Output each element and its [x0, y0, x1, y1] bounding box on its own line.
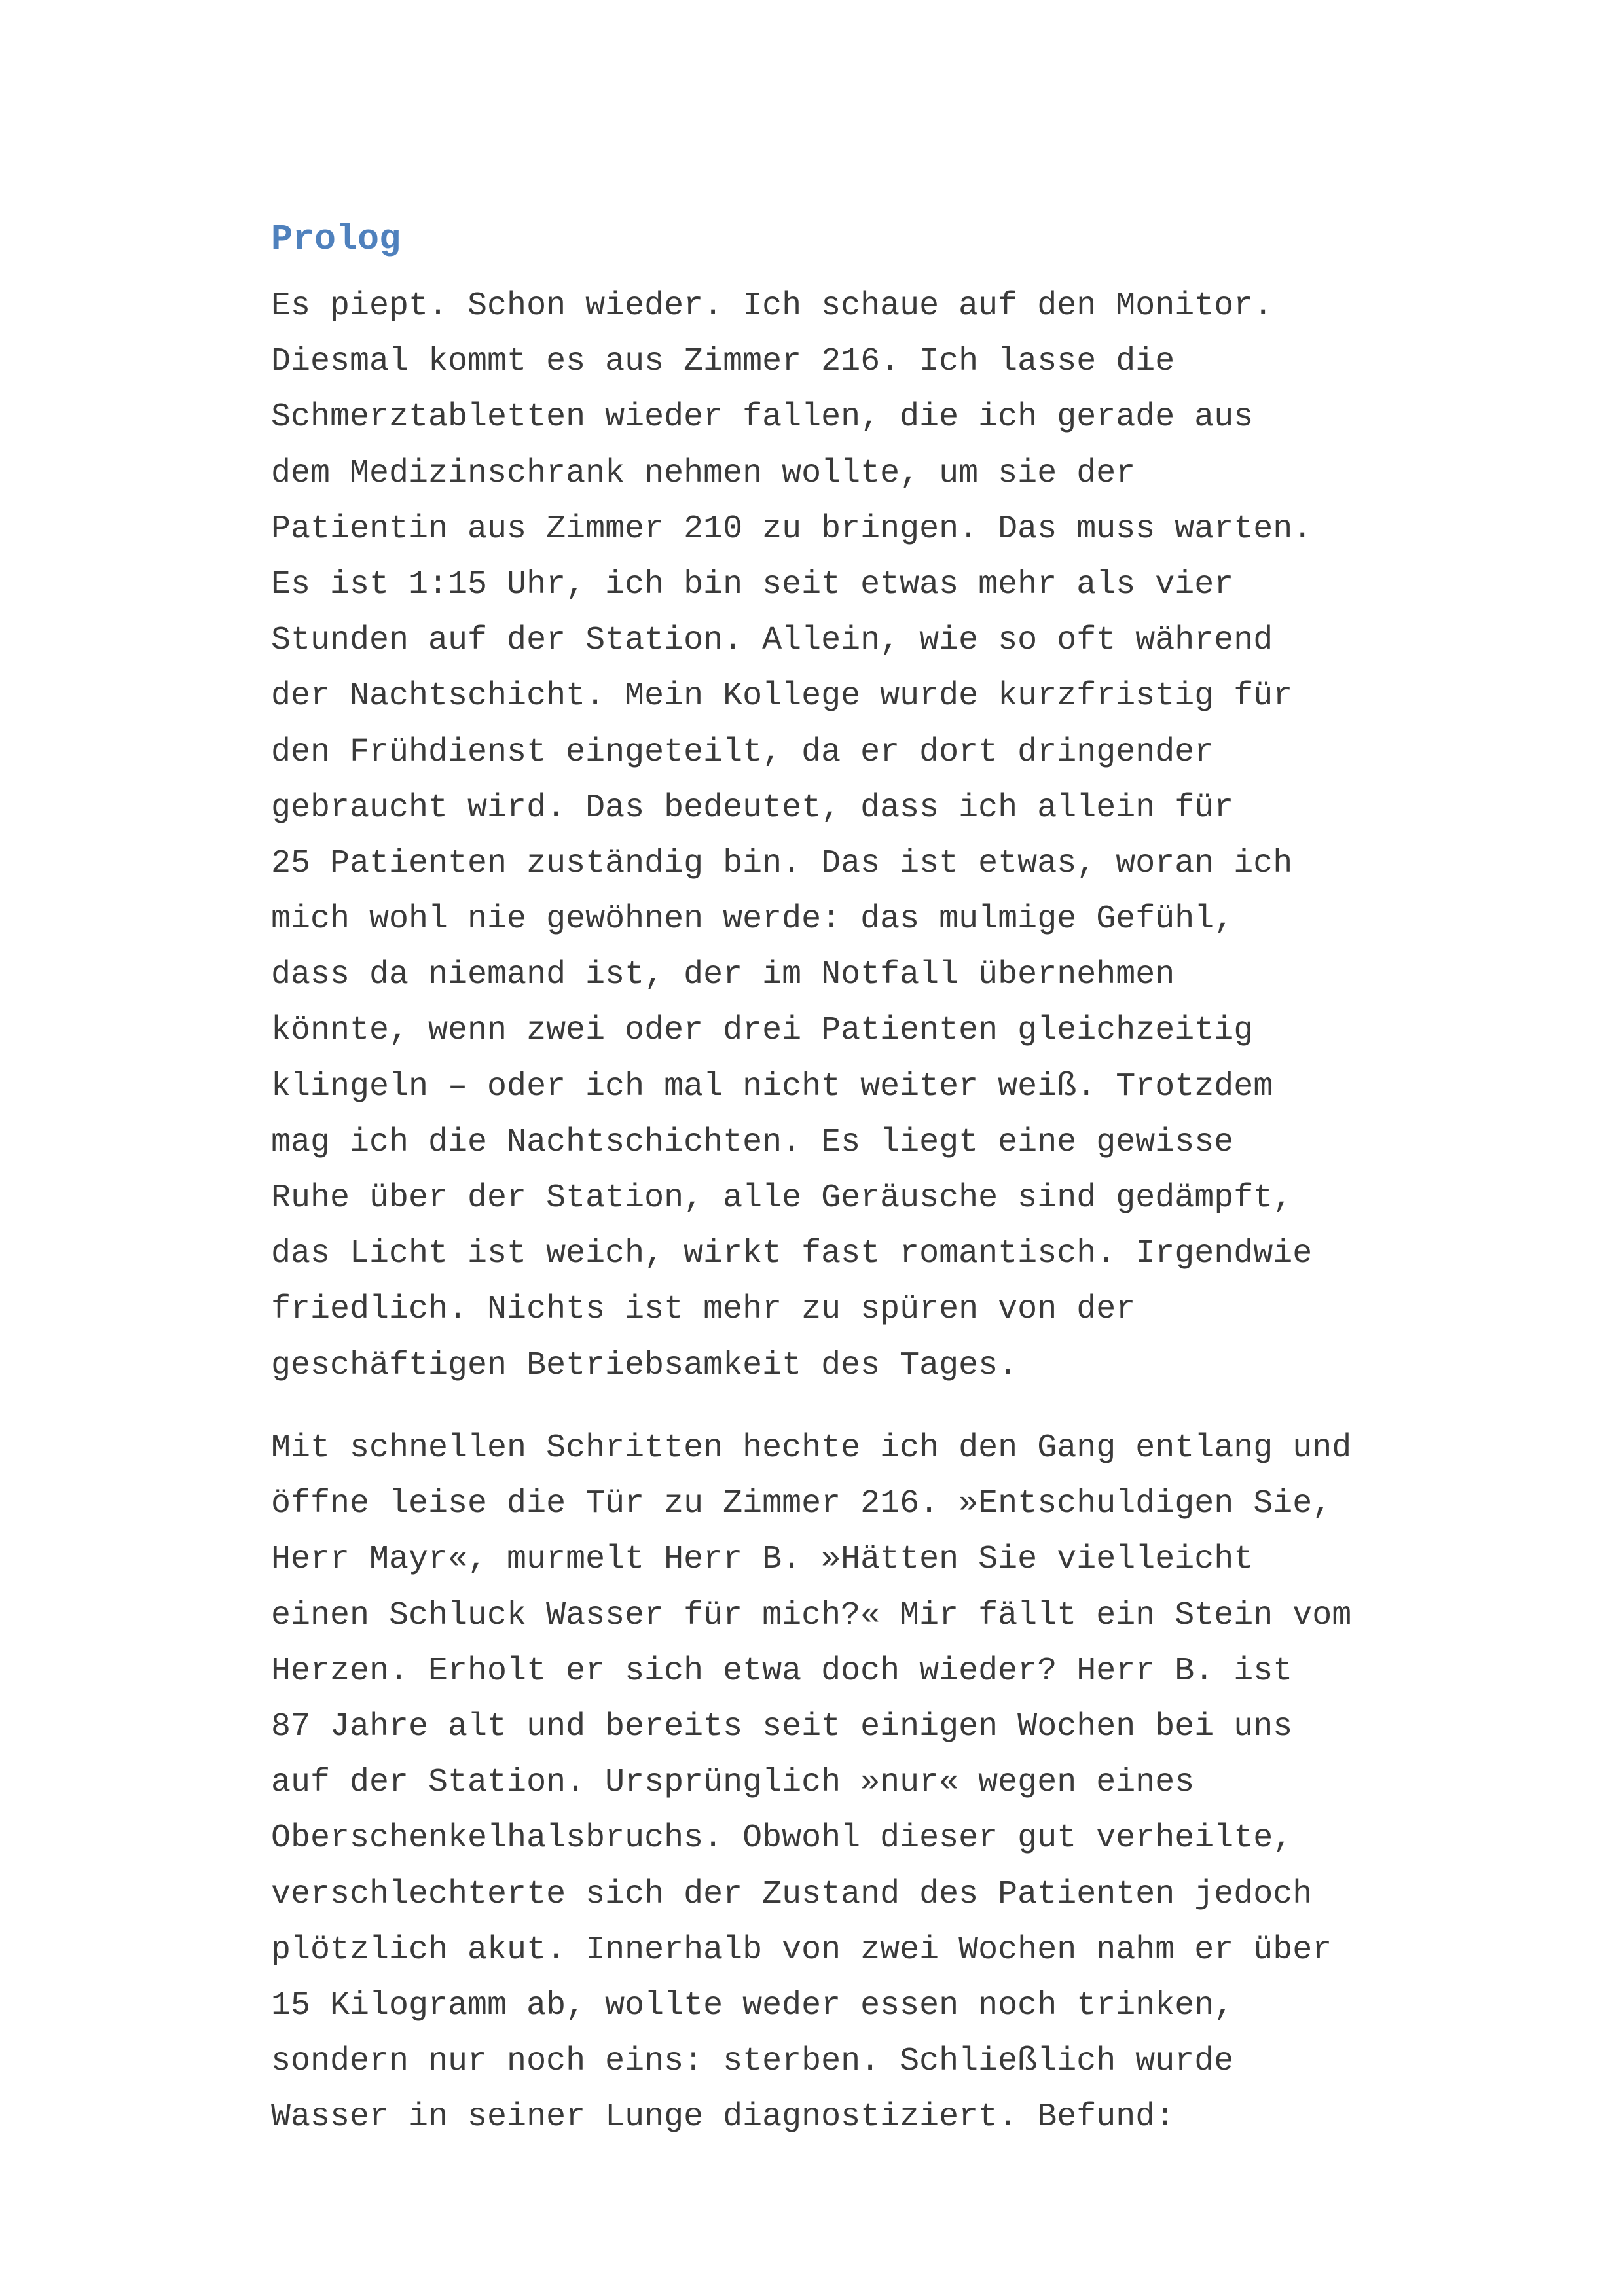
text-line: Patientin aus Zimmer 210 zu bringen. Das muss warten. [271, 510, 1313, 548]
text-line: verschlechterte sich der Zustand des Patienten jedoch [271, 1875, 1313, 1913]
text-line: plötzlich akut. Innerhalb von zwei Wochen nahm er über [271, 1931, 1332, 1969]
text-line: Ruhe über der Station, alle Geräusche sind gedämpft, [271, 1179, 1293, 1217]
text-line: Oberschenkelhalsbruchs. Obwohl dieser gut verheilte, [271, 1820, 1293, 1857]
text-line: das Licht ist weich, wirkt fast romantisch. Irgendwie [271, 1235, 1313, 1273]
text-line: Mit schnellen Schritten hechte ich den Gang entlang und [271, 1429, 1352, 1467]
text-line: sondern nur noch eins: sterben. Schließlich wurde [271, 2043, 1234, 2081]
text-line: geschäftigen Betriebsamkeit des Tages. [271, 1346, 1018, 1384]
text-line: Herr Mayr«, murmelt Herr B. »Hätten Sie vielleicht [271, 1541, 1254, 1579]
text-line: klingeln – oder ich mal nicht weiter weiß. Trotzdem [271, 1067, 1273, 1105]
text-line: Herzen. Erholt er sich etwa doch wieder? Herr B. ist [271, 1652, 1293, 1690]
paragraph [271, 1420, 1351, 2145]
text-line: Es ist 1:15 Uhr, ich bin seit etwas mehr als vier [271, 565, 1234, 603]
text-line: 25 Patienten zuständig bin. Das ist etwas, woran ich [271, 844, 1293, 882]
text-line: Es piept. Schon wieder. Ich schaue auf den Monitor. [271, 287, 1273, 325]
text-line: mich wohl nie gewöhnen werde: das mulmige Gefühl, [271, 901, 1234, 939]
text-line: mag ich die Nachtschichten. Es liegt eine gewisse [271, 1123, 1234, 1161]
text-line: auf der Station. Ursprünglich »nur« wegen eines [271, 1764, 1195, 1802]
text-line: 87 Jahre alt und bereits seit einigen Wochen bei uns [271, 1708, 1293, 1746]
text-line: dass da niemand ist, der im Notfall übernehmen [271, 956, 1175, 994]
chapter-heading: Prolog [271, 219, 401, 260]
text-line: Stunden auf der Station. Allein, wie so oft während [271, 622, 1273, 660]
text-line: öffne leise die Tür zu Zimmer 216. »Entschuldigen Sie, [271, 1485, 1332, 1523]
text-line: den Frühdienst eingeteilt, da er dort dringender [271, 733, 1214, 771]
text-line: 15 Kilogramm ab, wollte weder essen noch trinken, [271, 1986, 1234, 2024]
text-line: Wasser in seiner Lunge diagnostiziert. Befund: [271, 2098, 1175, 2136]
text-line: Diesmal kommt es aus Zimmer 216. Ich lasse die [271, 343, 1175, 381]
text-line: könnte, wenn zwei oder drei Patienten gleichzeitig [271, 1012, 1254, 1050]
text-line: der Nachtschicht. Mein Kollege wurde kurzfristig für [271, 677, 1293, 715]
text-line: friedlich. Nichts ist mehr zu spüren von der [271, 1291, 1136, 1329]
text-line: Schmerztabletten wieder fallen, die ich gerade aus [271, 399, 1254, 437]
text-line: gebraucht wird. Das bedeutet, dass ich allein für [271, 789, 1234, 827]
text-line: dem Medizinschrank nehmen wollte, um sie der [271, 454, 1136, 492]
text-line: einen Schluck Wasser für mich?« Mir fällt ein Stein vom [271, 1596, 1352, 1634]
paragraph [271, 278, 1312, 1393]
